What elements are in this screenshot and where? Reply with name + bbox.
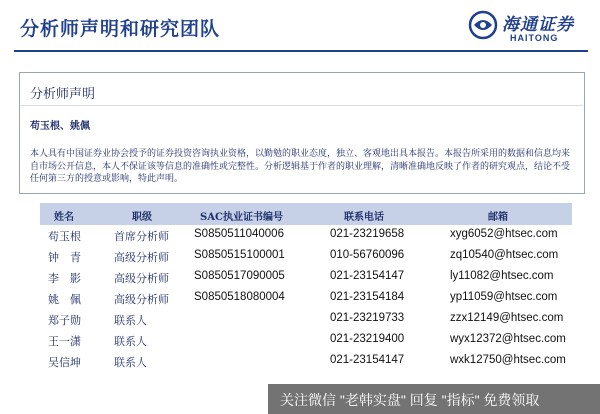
member-rank: 首席分析师 bbox=[114, 230, 169, 243]
member-email[interactable]: ly11082@htsec.com bbox=[450, 270, 554, 282]
member-sac-number: S0850515100001 bbox=[194, 249, 285, 261]
table-row bbox=[40, 351, 572, 372]
statement-body: 本人具有中国证券业协会授予的证券投资咨询执业资格，以勤勉的职业态度，独立、客观地出具本报告。本报告所采用的数据和信息均来自市场公开信息，本人不保证该等信息的准确性或完整性。分析逻辑基于作者的职业理解，清晰准确地反映了作者的研究观点，结论不受任何第三方的授意或影响，特此声明。 bbox=[30, 149, 571, 184]
member-phone: 021-23154147 bbox=[330, 270, 405, 282]
member-phone: 021-23154184 bbox=[330, 291, 405, 303]
member-name: 吴信坤 bbox=[48, 356, 81, 369]
member-email[interactable]: wyx12372@htsec.com bbox=[450, 333, 566, 345]
member-phone: 010-56760096 bbox=[330, 249, 405, 261]
member-sac-number: S0850517090005 bbox=[194, 270, 285, 282]
member-sac-number: S0850518080004 bbox=[194, 291, 285, 303]
member-name: 姚 佩 bbox=[48, 293, 81, 306]
member-phone: 021-23219658 bbox=[330, 228, 405, 240]
table-row bbox=[40, 288, 572, 309]
page-title: 分析师声明和研究团队 bbox=[20, 18, 221, 40]
analyst-statement-box bbox=[19, 72, 585, 194]
column-header-rank: 职级 bbox=[132, 212, 152, 223]
member-rank: 高级分析师 bbox=[114, 272, 169, 285]
research-team-table bbox=[40, 203, 572, 372]
member-name: 苟玉根 bbox=[48, 230, 81, 243]
table-row bbox=[40, 267, 572, 288]
wechat-watermark-banner bbox=[268, 384, 600, 414]
logo-chinese-name: 海通证券 bbox=[502, 15, 574, 35]
member-name: 王一潇 bbox=[48, 335, 81, 348]
member-email[interactable]: zq10540@htsec.com bbox=[450, 249, 559, 261]
watermark-text: 关注微信 "老韩实盘" 回复 "指标" 免费领取 bbox=[280, 392, 540, 408]
member-phone: 021-23219400 bbox=[330, 333, 405, 345]
member-sac-number: S0850511040006 bbox=[194, 228, 284, 240]
page-header bbox=[0, 0, 600, 56]
member-email[interactable]: zzx12149@htsec.com bbox=[450, 312, 564, 324]
column-header-phone: 联系电话 bbox=[344, 212, 384, 223]
table-header-row bbox=[40, 203, 572, 225]
member-phone: 021-23219733 bbox=[330, 312, 405, 324]
member-rank: 联系人 bbox=[114, 356, 147, 369]
table-row bbox=[40, 246, 572, 267]
member-phone: 021-23154147 bbox=[330, 354, 405, 366]
member-email[interactable]: wxk12750@htsec.com bbox=[450, 354, 566, 366]
statement-divider bbox=[21, 105, 583, 106]
member-name: 李 影 bbox=[48, 272, 81, 285]
member-rank: 高级分析师 bbox=[114, 293, 169, 306]
member-rank: 联系人 bbox=[114, 314, 147, 327]
table-row bbox=[40, 330, 572, 351]
member-email[interactable]: xyg6052@htsec.com bbox=[450, 228, 558, 240]
member-email[interactable]: yp11059@htsec.com bbox=[450, 291, 558, 303]
member-name: 钟 青 bbox=[48, 251, 81, 264]
member-rank: 联系人 bbox=[114, 335, 147, 348]
column-header-email: 邮箱 bbox=[488, 212, 508, 223]
header-divider bbox=[14, 50, 588, 52]
table-row bbox=[40, 309, 572, 330]
statement-analyst-names: 苟玉根、姚佩 bbox=[30, 121, 90, 132]
member-name: 郑子勋 bbox=[48, 314, 81, 327]
table-row bbox=[40, 225, 572, 246]
logo-english-name: HAITONG bbox=[510, 33, 559, 43]
member-rank: 高级分析师 bbox=[114, 251, 169, 264]
column-header-sac: SAC执业证书编号 bbox=[200, 212, 283, 223]
haitong-logo-icon bbox=[468, 10, 498, 40]
column-header-name: 姓名 bbox=[54, 212, 74, 223]
statement-title: 分析师声明 bbox=[30, 87, 96, 102]
haitong-logo bbox=[468, 8, 590, 50]
